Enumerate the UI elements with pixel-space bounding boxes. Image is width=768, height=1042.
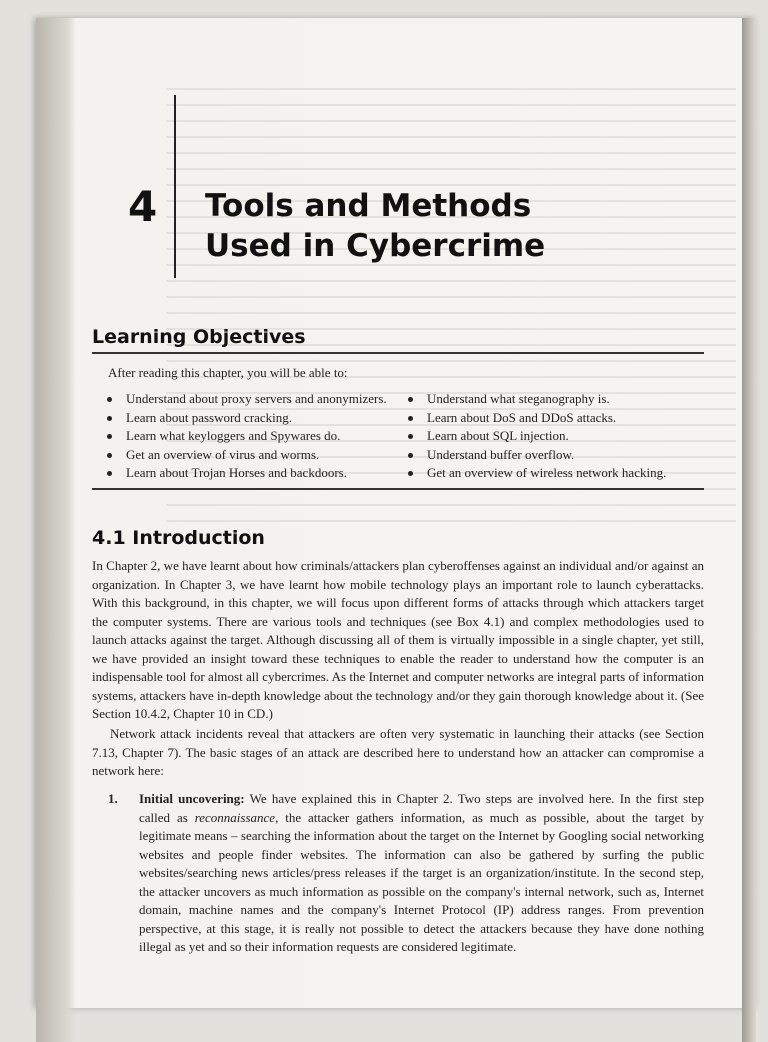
intro-paragraph-2: Network attack incidents reveal that attackers are often very systematic in launching their attacks (see Section 7.13, Chapter 7). The basic stages of an attack are described here to understand how an attacker can compromise a network here:	[92, 726, 704, 778]
objective-item: Understand about proxy servers and anonymizers.	[106, 390, 406, 409]
objective-item: Learn what keyloggers and Spywares do.	[106, 427, 406, 446]
objectives-top-rule	[92, 352, 704, 354]
numbered-item-1	[108, 790, 704, 957]
chapter-divider	[174, 95, 176, 278]
objectives-list-right	[407, 390, 707, 483]
objective-item: Understand what steganography is.	[407, 390, 707, 409]
chapter-number: 4	[128, 182, 158, 231]
objective-item: Get an overview of wireless network hacking.	[407, 464, 707, 483]
objectives-bottom-rule	[92, 488, 704, 490]
learning-objectives-heading: Learning Objectives	[92, 326, 306, 348]
chapter-title-line2: Used in Cybercrime	[205, 228, 546, 264]
chapter-title	[205, 186, 545, 266]
objective-item: Learn about password cracking.	[106, 409, 406, 428]
objectives-intro: After reading this chapter, you will be able to:	[108, 365, 348, 380]
book-spine-shadow	[36, 18, 76, 1042]
intro-paragraph-1: In Chapter 2, we have learnt about how criminals/attackers plan cyberoffenses against an individual and/or against an organization. In Chapter 3, we have learnt how mobile technology plays an important role to launch cyberattacks. With this background, in this chapter, we will focus upon different forms of attacks through which attackers target the computer systems. There are various tools and techniques (see Box 4.1) and complex methodologies used to launch attacks against the target. Although discussing all of them is virtually impossible in a single chapter, yet still, we have provided an insight toward these techniques to enable the reader to understand how the computer is an indispensable tool for almost all cybercrimes. As the Internet and computer networks are integral parts of information systems, attackers have in-depth knowledge about the technology and/or they gain thorough knowledge about it. (See Section 10.4.2, Chapter 10 in CD.)	[92, 558, 704, 721]
item-text-a: We have explained this in Chapter 2. Two steps are involved here. In the first step called as	[139, 791, 704, 825]
item-emphasis: reconnaissance	[194, 809, 276, 825]
item-text-b: , the attacker gathers information, as much as possible, about the target by legitimate means – searching the information about the target on the Internet by Googling social networking websites and people finder websites. The information can also be gathered by surfing the public websites/searching news articles/press releases if the target is an organization/institute. In the second step, the attacker uncovers as much information as possible on the company's internal network, such as, Internet domain, machine names and the company's Internet Protocol (IP) address ranges. From prevention perspective, at this stage, it is really not possible to detect the attackers because they have done nothing illegal as yet and so their information requests are considered legitimate.	[139, 809, 704, 954]
item-number: 1.	[108, 791, 118, 806]
objective-item: Learn about Trojan Horses and backdoors.	[106, 464, 406, 483]
objective-item: Learn about DoS and DDoS attacks.	[407, 409, 707, 428]
objectives-list-left	[106, 390, 406, 483]
objective-item: Understand buffer overflow.	[407, 446, 707, 465]
chapter-title-line1: Tools and Methods	[205, 188, 532, 224]
objective-item: Learn about SQL injection.	[407, 427, 707, 446]
objective-item: Get an overview of virus and worms.	[106, 446, 406, 465]
section-heading: 4.1 Introduction	[92, 527, 265, 549]
page-edge	[742, 18, 756, 1042]
item-lead: Initial uncovering:	[139, 791, 245, 806]
item-body	[139, 790, 704, 957]
